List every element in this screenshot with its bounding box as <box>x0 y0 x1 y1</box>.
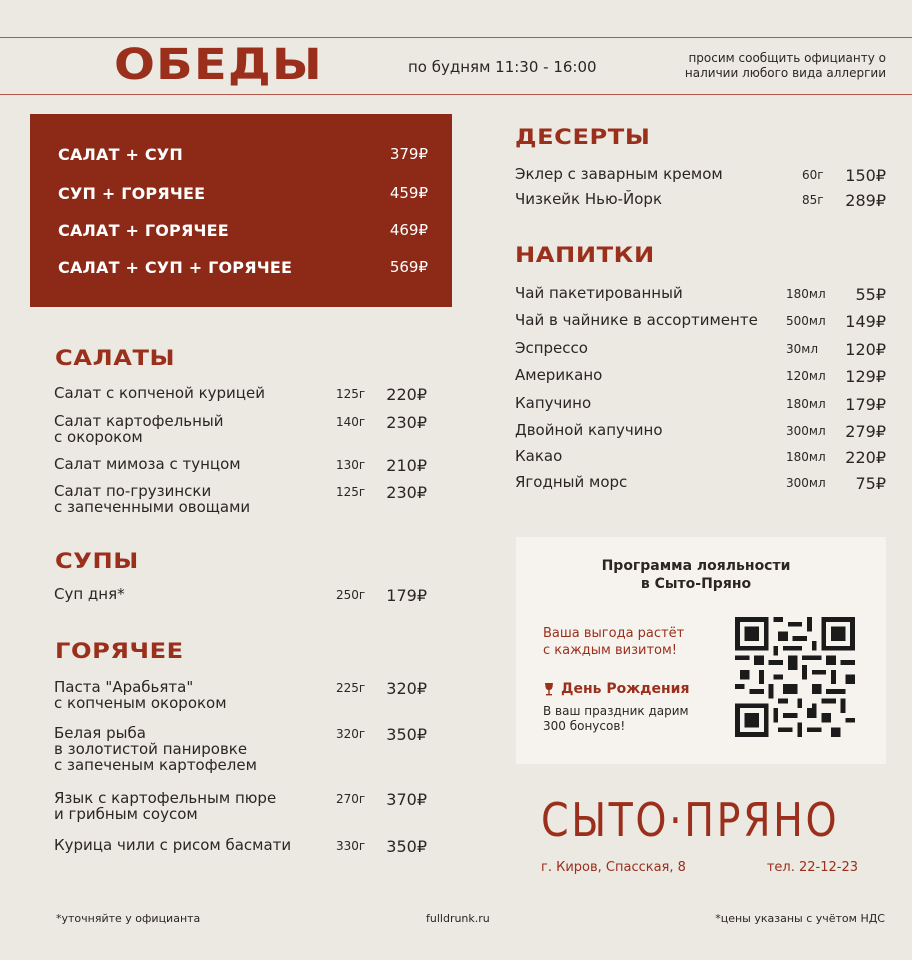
item-name: Чизкейк Нью-Йорк <box>515 190 663 208</box>
item-name: Салат картофельный с окороком <box>54 412 224 446</box>
address: г. Киров, Спасская, 8 <box>541 860 686 875</box>
item-weight: 270г <box>336 792 366 806</box>
item-weight: 180мл <box>786 450 826 464</box>
item-weight: 225г <box>336 681 366 695</box>
item-name: Какао <box>515 447 563 465</box>
website-link[interactable]: fulldrunk.ru <box>426 912 490 925</box>
item-name: Ягодный морс <box>515 473 628 491</box>
item-price: 150₽ <box>845 166 886 185</box>
section-title-desserts: ДЕСЕРТЫ <box>515 125 651 149</box>
item-name: Курица чили с рисом басмати <box>54 836 292 854</box>
combo-name: СУП + ГОРЯЧЕЕ <box>58 184 206 203</box>
combo-price: 569₽ <box>389 258 428 276</box>
loyalty-card <box>516 537 886 764</box>
item-weight: 300мл <box>786 476 826 490</box>
item-weight: 180мл <box>786 287 826 301</box>
combo-price: 469₽ <box>389 221 428 239</box>
combo-row <box>58 184 428 208</box>
combo-row <box>58 145 428 169</box>
lunch-hours: по будням 11:30 - 16:00 <box>408 58 597 76</box>
item-price: 179₽ <box>386 586 427 605</box>
item-name: Язык с картофельным пюре и грибным соусом <box>54 789 277 823</box>
item-price: 129₽ <box>845 367 886 386</box>
qr-code[interactable] <box>735 617 855 737</box>
item-price: 75₽ <box>855 474 886 493</box>
item-name: Чай пакетированный <box>515 284 683 302</box>
item-name: Паста "Арабьята" с копченым окороком <box>54 678 227 712</box>
item-weight: 120мл <box>786 369 826 383</box>
header-top-rule <box>0 37 912 38</box>
item-price: 220₽ <box>845 448 886 467</box>
item-price: 350₽ <box>386 837 427 856</box>
section-title-hot: ГОРЯЧЕЕ <box>55 639 184 663</box>
item-name: Эспрессо <box>515 339 588 357</box>
item-weight: 250г <box>336 588 366 602</box>
item-weight: 140г <box>336 415 366 429</box>
combo-price: 459₽ <box>389 184 428 202</box>
wine-glass-icon <box>543 682 555 700</box>
vat-note: *цены указаны с учётом НДС <box>715 912 885 925</box>
item-weight: 60г <box>802 168 824 182</box>
combo-panel <box>30 114 452 307</box>
item-weight: 180мл <box>786 397 826 411</box>
header-bottom-rule <box>0 94 912 95</box>
phone: тел. 22-12-23 <box>766 860 858 875</box>
combo-row <box>58 258 428 282</box>
item-weight: 125г <box>336 485 366 499</box>
item-name: Белая рыба в золотистой панировке с запеченым картофелем <box>54 724 257 774</box>
item-weight: 130г <box>336 458 366 472</box>
item-name: Салат по-грузински с запеченными овощами <box>54 482 251 516</box>
footer-note: *уточняйте у официанта <box>56 912 201 925</box>
item-name: Салат мимоза с тунцом <box>54 455 241 473</box>
item-name: Эклер с заварным кремом <box>515 165 723 183</box>
item-price: 120₽ <box>845 340 886 359</box>
combo-name: САЛАТ + СУП + ГОРЯЧЕЕ <box>58 258 293 277</box>
item-name: Чай в чайнике в ассортименте <box>515 311 758 329</box>
item-price: 350₽ <box>386 725 427 744</box>
item-weight: 85г <box>802 193 824 207</box>
item-price: 210₽ <box>386 456 427 475</box>
section-title-soups: СУПЫ <box>55 549 139 573</box>
page-title: ОБЕДЫ <box>114 40 323 90</box>
birthday-title: День Рождения <box>561 681 690 697</box>
birthday-text: В ваш праздник дарим 300 бонусов! <box>543 704 689 733</box>
item-price: 230₽ <box>386 483 427 502</box>
item-weight: 300мл <box>786 424 826 438</box>
brand-logo: СЫТО·ПРЯНО <box>541 793 840 847</box>
item-name: Суп дня* <box>54 585 125 603</box>
combo-name: САЛАТ + ГОРЯЧЕЕ <box>58 221 229 240</box>
loyalty-benefit: Ваша выгода растёт с каждым визитом! <box>543 626 685 658</box>
item-price: 179₽ <box>845 395 886 414</box>
item-weight: 320г <box>336 727 366 741</box>
allergy-note: просим сообщить официанту о наличии любого вида аллергии <box>684 51 886 80</box>
section-title-salads: САЛАТЫ <box>55 346 176 370</box>
item-price: 55₽ <box>855 285 886 304</box>
item-weight: 500мл <box>786 314 826 328</box>
item-price: 320₽ <box>386 679 427 698</box>
section-title-drinks: НАПИТКИ <box>515 243 655 267</box>
item-weight: 330г <box>336 839 366 853</box>
item-price: 149₽ <box>845 312 886 331</box>
item-price: 279₽ <box>845 422 886 441</box>
item-name: Американо <box>515 366 603 384</box>
combo-name: САЛАТ + СУП <box>58 145 183 164</box>
combo-price: 379₽ <box>389 145 428 163</box>
item-price: 370₽ <box>386 790 427 809</box>
item-name: Капучино <box>515 394 592 412</box>
item-weight: 125г <box>336 387 366 401</box>
item-price: 220₽ <box>386 385 427 404</box>
combo-row <box>58 221 428 245</box>
loyalty-title: Программа лояльности в Сыто-Пряно <box>601 558 791 592</box>
item-weight: 30мл <box>786 342 818 356</box>
item-name: Салат с копченой курицей <box>54 384 265 402</box>
item-name: Двойной капучино <box>515 421 663 439</box>
item-price: 289₽ <box>845 191 886 210</box>
item-price: 230₽ <box>386 413 427 432</box>
